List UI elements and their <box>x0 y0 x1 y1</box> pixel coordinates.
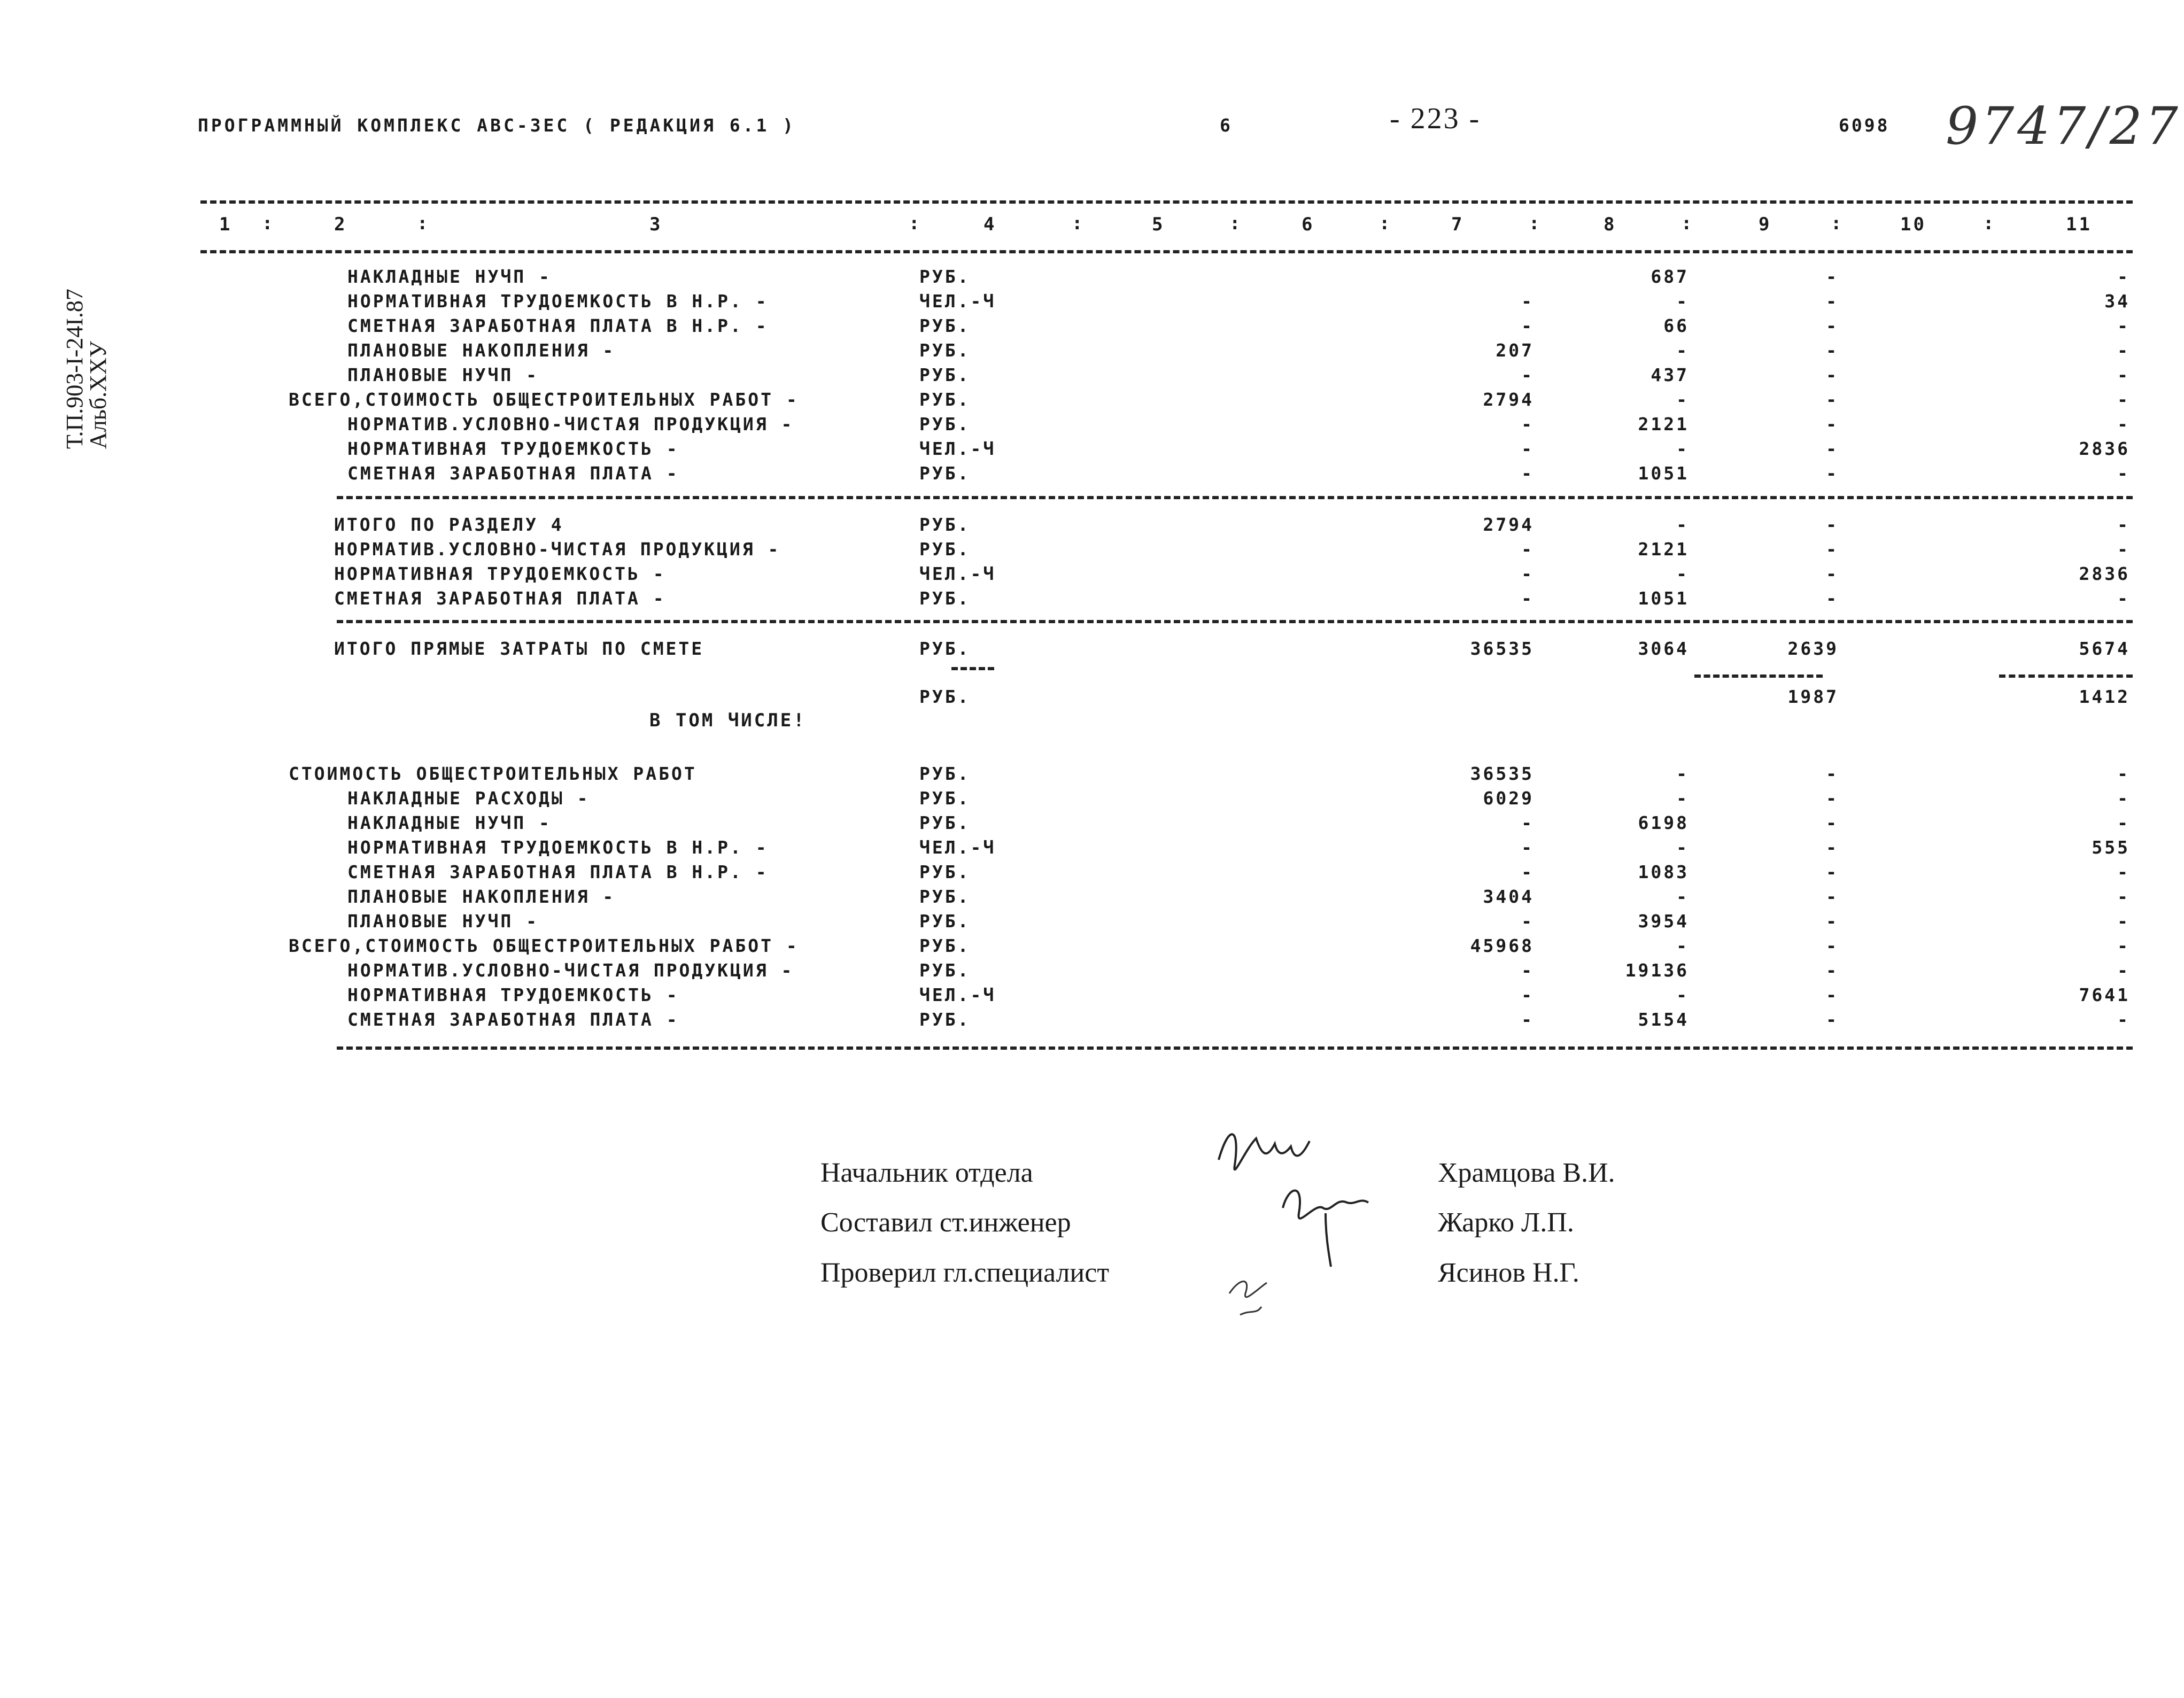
row-col-11: - <box>2117 463 2130 484</box>
subtotal-rule-unit <box>951 667 994 670</box>
row-col-8: - <box>1676 837 1689 858</box>
table-header-rule <box>200 250 2133 253</box>
row-col-9: - <box>1826 588 1839 609</box>
row-col-11: 5674 <box>2079 638 2130 659</box>
signer-role: Начальник отдела <box>820 1158 1033 1188</box>
row-unit: РУБ. <box>919 862 971 882</box>
row-col-7: 2794 <box>1483 514 1534 535</box>
row-col-11: - <box>2117 588 2130 609</box>
row-col-9: - <box>1826 463 1839 484</box>
row-name: СМЕТНАЯ ЗАРАБОТНАЯ ПЛАТА - <box>347 463 679 484</box>
row-col-7: - <box>1521 365 1534 385</box>
row-unit: РУБ. <box>919 763 971 784</box>
column-separator: : <box>262 213 275 234</box>
row-col-8: - <box>1676 935 1689 956</box>
row-col-9: - <box>1826 788 1839 809</box>
signer-name: Храмцова В.И. <box>1438 1158 1615 1188</box>
row-col-11: - <box>2117 960 2130 981</box>
row-col-7: - <box>1521 911 1534 932</box>
column-separator: : <box>1983 213 1996 234</box>
row-col-8: 1083 <box>1638 862 1689 882</box>
table-row <box>0 365 2184 389</box>
row-name: НОРМАТИВНАЯ ТРУДОЕМКОСТЬ - <box>334 563 666 584</box>
in-that-number-caption: В ТОМ ЧИСЛЕ! <box>649 710 807 731</box>
table-row <box>0 539 2184 563</box>
row-col-11: - <box>2117 266 2130 287</box>
row-name: СМЕТНАЯ ЗАРАБОТНАЯ ПЛАТА - <box>347 1009 679 1030</box>
row-col-8: 66 <box>1663 315 1689 336</box>
signer-role: Составил ст.инженер <box>820 1207 1071 1238</box>
row-col-7: - <box>1521 588 1534 609</box>
row-name: СМЕТНАЯ ЗАРАБОТНАЯ ПЛАТА - <box>334 588 666 609</box>
row-name: СМЕТНАЯ ЗАРАБОТНАЯ ПЛАТА В Н.Р. - <box>347 862 769 882</box>
row-col-9: - <box>1826 514 1839 535</box>
row-unit: ЧЕЛ.-Ч <box>919 291 996 312</box>
column-separator: : <box>1529 213 1542 234</box>
table-row <box>0 911 2184 935</box>
row-col-8: - <box>1676 984 1689 1005</box>
row-name: ВСЕГО,СТОИМОСТЬ ОБЩЕСТРОИТЕЛЬНЫХ РАБОТ - <box>289 935 799 956</box>
column-separator: : <box>909 213 922 234</box>
row-col-7: - <box>1521 837 1534 858</box>
table-row <box>0 588 2184 612</box>
row-col-7: - <box>1521 539 1534 560</box>
table-row <box>0 686 2184 711</box>
row-col-9: - <box>1826 763 1839 784</box>
row-col-7: 45968 <box>1470 935 1534 956</box>
column-number-7: 7 <box>1451 214 1465 235</box>
sheet-marker: 6 <box>1220 115 1233 136</box>
table-row <box>0 763 2184 788</box>
row-col-11: - <box>2117 886 2130 907</box>
row-col-9: - <box>1826 984 1839 1005</box>
table-row <box>0 563 2184 588</box>
row-col-7: - <box>1521 960 1534 981</box>
row-unit: РУБ. <box>919 539 971 560</box>
row-name: СТОИМОСТЬ ОБЩЕСТРОИТЕЛЬНЫХ РАБОТ <box>289 763 697 784</box>
row-col-9: 1987 <box>1787 686 1839 707</box>
row-col-9: - <box>1826 812 1839 833</box>
row-col-11: - <box>2117 788 2130 809</box>
row-unit: РУБ. <box>919 389 971 410</box>
table-row <box>0 340 2184 365</box>
row-name: НОРМАТИВ.УСЛОВНО-ЧИСТАЯ ПРОДУКЦИЯ - <box>347 960 794 981</box>
table-row <box>0 886 2184 911</box>
row-name: НОРМАТИВНАЯ ТРУДОЕМКОСТЬ В Н.Р. - <box>347 837 769 858</box>
row-col-8: - <box>1676 291 1689 312</box>
side-stamp-line-2: Альб.XXУ <box>85 341 111 449</box>
row-col-7: 2794 <box>1483 389 1534 410</box>
table-bottom-rule <box>337 1046 2133 1050</box>
row-unit: ЧЕЛ.-Ч <box>919 984 996 1005</box>
table-row <box>0 862 2184 886</box>
column-separator: : <box>1072 213 1085 234</box>
row-name: ИТОГО ПРЯМЫЕ ЗАТРАТЫ ПО СМЕТЕ <box>334 638 704 659</box>
row-col-9: - <box>1826 414 1839 435</box>
column-separator: : <box>417 213 430 234</box>
page-number: - 223 - <box>1390 102 1481 135</box>
table-row <box>0 514 2184 539</box>
row-unit: РУБ. <box>919 935 971 956</box>
row-unit: РУБ. <box>919 911 971 932</box>
row-col-11: - <box>2117 414 2130 435</box>
row-unit: ЧЕЛ.-Ч <box>919 438 996 459</box>
table-row <box>0 837 2184 862</box>
row-col-8: - <box>1676 763 1689 784</box>
row-unit: ЧЕЛ.-Ч <box>919 563 996 584</box>
row-col-11: - <box>2117 935 2130 956</box>
row-col-8: 3954 <box>1638 911 1689 932</box>
row-col-7: - <box>1521 563 1534 584</box>
row-name: ПЛАНОВЫЕ НУЧП - <box>347 911 539 932</box>
column-number-8: 8 <box>1604 214 1617 235</box>
row-col-7: 207 <box>1496 340 1534 361</box>
row-col-7: - <box>1521 315 1534 336</box>
row-col-8: 6198 <box>1638 812 1689 833</box>
row-col-8: - <box>1676 389 1689 410</box>
row-col-8: 5154 <box>1638 1009 1689 1030</box>
row-col-8: 1051 <box>1638 588 1689 609</box>
row-unit: РУБ. <box>919 315 971 336</box>
table-top-rule <box>200 200 2133 204</box>
row-unit: РУБ. <box>919 960 971 981</box>
row-col-8: 687 <box>1651 266 1689 287</box>
table-row <box>0 389 2184 414</box>
document-code: 6098 <box>1839 115 1890 136</box>
row-name: ПЛАНОВЫЕ НУЧП - <box>347 365 539 385</box>
side-stamp-line-1: Т.П.903-I-24I.87 <box>61 289 88 449</box>
column-number-9: 9 <box>1759 214 1772 235</box>
row-unit: РУБ. <box>919 812 971 833</box>
table-row <box>0 812 2184 837</box>
row-col-7: 3404 <box>1483 886 1534 907</box>
row-col-7: - <box>1521 862 1534 882</box>
row-name: НОРМАТИВНАЯ ТРУДОЕМКОСТЬ - <box>347 984 679 1005</box>
row-name: НОРМАТИВНАЯ ТРУДОЕМКОСТЬ В Н.Р. - <box>347 291 769 312</box>
row-col-9: - <box>1826 340 1839 361</box>
row-name: НОРМАТИВНАЯ ТРУДОЕМКОСТЬ - <box>347 438 679 459</box>
row-name: НОРМАТИВ.УСЛОВНО-ЧИСТАЯ ПРОДУКЦИЯ - <box>347 414 794 435</box>
row-col-9: - <box>1826 389 1839 410</box>
table-row <box>0 463 2184 487</box>
row-col-11: 2836 <box>2079 563 2130 584</box>
row-col-7: - <box>1521 414 1534 435</box>
row-col-9: - <box>1826 935 1839 956</box>
row-col-11: 2836 <box>2079 438 2130 459</box>
row-name: ПЛАНОВЫЕ НАКОПЛЕНИЯ - <box>347 886 616 907</box>
row-col-11: - <box>2117 340 2130 361</box>
row-name: НОРМАТИВ.УСЛОВНО-ЧИСТАЯ ПРОДУКЦИЯ - <box>334 539 781 560</box>
column-number-1: 1 <box>219 214 233 235</box>
row-col-11: 34 <box>2104 291 2130 312</box>
row-unit: РУБ. <box>919 365 971 385</box>
handwritten-document-number: 9747/27 <box>1946 96 2181 156</box>
row-col-7: 36535 <box>1470 638 1534 659</box>
row-col-7: - <box>1521 463 1534 484</box>
table-row <box>0 935 2184 960</box>
program-title: ПРОГРАММНЫЙ КОМПЛЕКС АВС-3ЕС ( РЕДАКЦИЯ 6.1 ) <box>198 115 796 136</box>
row-col-9: - <box>1826 563 1839 584</box>
row-col-7: - <box>1521 1009 1534 1030</box>
row-col-11: - <box>2117 763 2130 784</box>
row-name: ИТОГО ПО РАЗДЕЛУ 4 <box>334 514 564 535</box>
subtotal-rule-col11 <box>1999 674 2133 678</box>
row-col-8: 437 <box>1651 365 1689 385</box>
row-col-9: - <box>1826 1009 1839 1030</box>
row-col-9: - <box>1826 438 1839 459</box>
row-col-8: 3064 <box>1638 638 1689 659</box>
column-number-10: 10 <box>1900 214 1926 235</box>
table-row <box>0 960 2184 984</box>
column-separator: : <box>1379 213 1392 234</box>
row-col-7: 6029 <box>1483 788 1534 809</box>
row-col-8: 19136 <box>1625 960 1689 981</box>
row-unit: РУБ. <box>919 266 971 287</box>
table-row <box>0 984 2184 1009</box>
row-col-9: - <box>1826 886 1839 907</box>
table-row <box>0 291 2184 315</box>
row-name: ПЛАНОВЫЕ НАКОПЛЕНИЯ - <box>347 340 616 361</box>
row-col-8: - <box>1676 563 1689 584</box>
row-name: СМЕТНАЯ ЗАРАБОТНАЯ ПЛАТА В Н.Р. - <box>347 315 769 336</box>
table-row <box>0 315 2184 340</box>
row-col-7: - <box>1521 984 1534 1005</box>
row-col-9: - <box>1826 539 1839 560</box>
row-col-8: 2121 <box>1638 539 1689 560</box>
row-col-8: - <box>1676 788 1689 809</box>
row-col-9: 2639 <box>1787 638 1839 659</box>
row-col-7: - <box>1521 812 1534 833</box>
column-separator: : <box>1681 213 1694 234</box>
table-row <box>0 414 2184 438</box>
row-col-11: - <box>2117 514 2130 535</box>
row-col-11: - <box>2117 812 2130 833</box>
row-col-7: - <box>1521 291 1534 312</box>
row-unit: РУБ. <box>919 414 971 435</box>
handwritten-signatures <box>1208 1117 1411 1342</box>
row-unit: РУБ. <box>919 686 971 707</box>
row-col-8: - <box>1676 514 1689 535</box>
table-row <box>0 438 2184 463</box>
row-col-11: - <box>2117 365 2130 385</box>
row-unit: РУБ. <box>919 588 971 609</box>
row-name: НАКЛАДНЫЕ РАСХОДЫ - <box>347 788 590 809</box>
row-unit: РУБ. <box>919 1009 971 1030</box>
row-unit: РУБ. <box>919 788 971 809</box>
column-number-2: 2 <box>334 214 347 235</box>
signer-role: Проверил гл.специалист <box>820 1258 1110 1288</box>
row-col-11: - <box>2117 911 2130 932</box>
row-col-8: 1051 <box>1638 463 1689 484</box>
row-col-11: - <box>2117 862 2130 882</box>
row-name: НАКЛАДНЫЕ НУЧП - <box>347 266 552 287</box>
column-number-11: 11 <box>2066 214 2092 235</box>
signer-name: Жарко Л.П. <box>1438 1207 1574 1238</box>
row-col-9: - <box>1826 837 1839 858</box>
row-col-11: 7641 <box>2079 984 2130 1005</box>
row-col-9: - <box>1826 266 1839 287</box>
row-col-9: - <box>1826 960 1839 981</box>
row-col-11: 1412 <box>2079 686 2130 707</box>
column-number-3: 3 <box>649 214 663 235</box>
row-unit: РУБ. <box>919 463 971 484</box>
row-col-9: - <box>1826 911 1839 932</box>
column-separator: : <box>1229 213 1243 234</box>
row-col-7: 36535 <box>1470 763 1534 784</box>
row-unit: РУБ. <box>919 886 971 907</box>
row-col-11: - <box>2117 389 2130 410</box>
row-col-11: - <box>2117 315 2130 336</box>
row-unit: РУБ. <box>919 514 971 535</box>
row-col-8: - <box>1676 340 1689 361</box>
row-col-8: 2121 <box>1638 414 1689 435</box>
column-separator: : <box>1831 213 1844 234</box>
row-unit: РУБ. <box>919 638 971 659</box>
column-number-6: 6 <box>1302 214 1315 235</box>
row-unit: РУБ. <box>919 340 971 361</box>
table-row <box>0 266 2184 291</box>
subtotal-rule-col9 <box>1694 674 1823 678</box>
row-col-7: - <box>1521 438 1534 459</box>
row-col-8: - <box>1676 438 1689 459</box>
signer-name: Ясинов Н.Г. <box>1438 1258 1579 1288</box>
table-row <box>0 638 2184 663</box>
row-col-9: - <box>1826 315 1839 336</box>
row-col-11: - <box>2117 1009 2130 1030</box>
table-row <box>0 788 2184 812</box>
row-name: НАКЛАДНЫЕ НУЧП - <box>347 812 552 833</box>
row-col-9: - <box>1826 365 1839 385</box>
row-unit: ЧЕЛ.-Ч <box>919 837 996 858</box>
row-name: ВСЕГО,СТОИМОСТЬ ОБЩЕСТРОИТЕЛЬНЫХ РАБОТ - <box>289 389 799 410</box>
section-rule-1 <box>337 496 2133 499</box>
row-col-11: 555 <box>2092 837 2130 858</box>
row-col-9: - <box>1826 862 1839 882</box>
row-col-9: - <box>1826 291 1839 312</box>
row-col-8: - <box>1676 886 1689 907</box>
column-number-5: 5 <box>1152 214 1165 235</box>
table-row <box>0 1009 2184 1034</box>
column-number-4: 4 <box>983 214 997 235</box>
row-col-11: - <box>2117 539 2130 560</box>
section-rule-2 <box>337 620 2133 623</box>
